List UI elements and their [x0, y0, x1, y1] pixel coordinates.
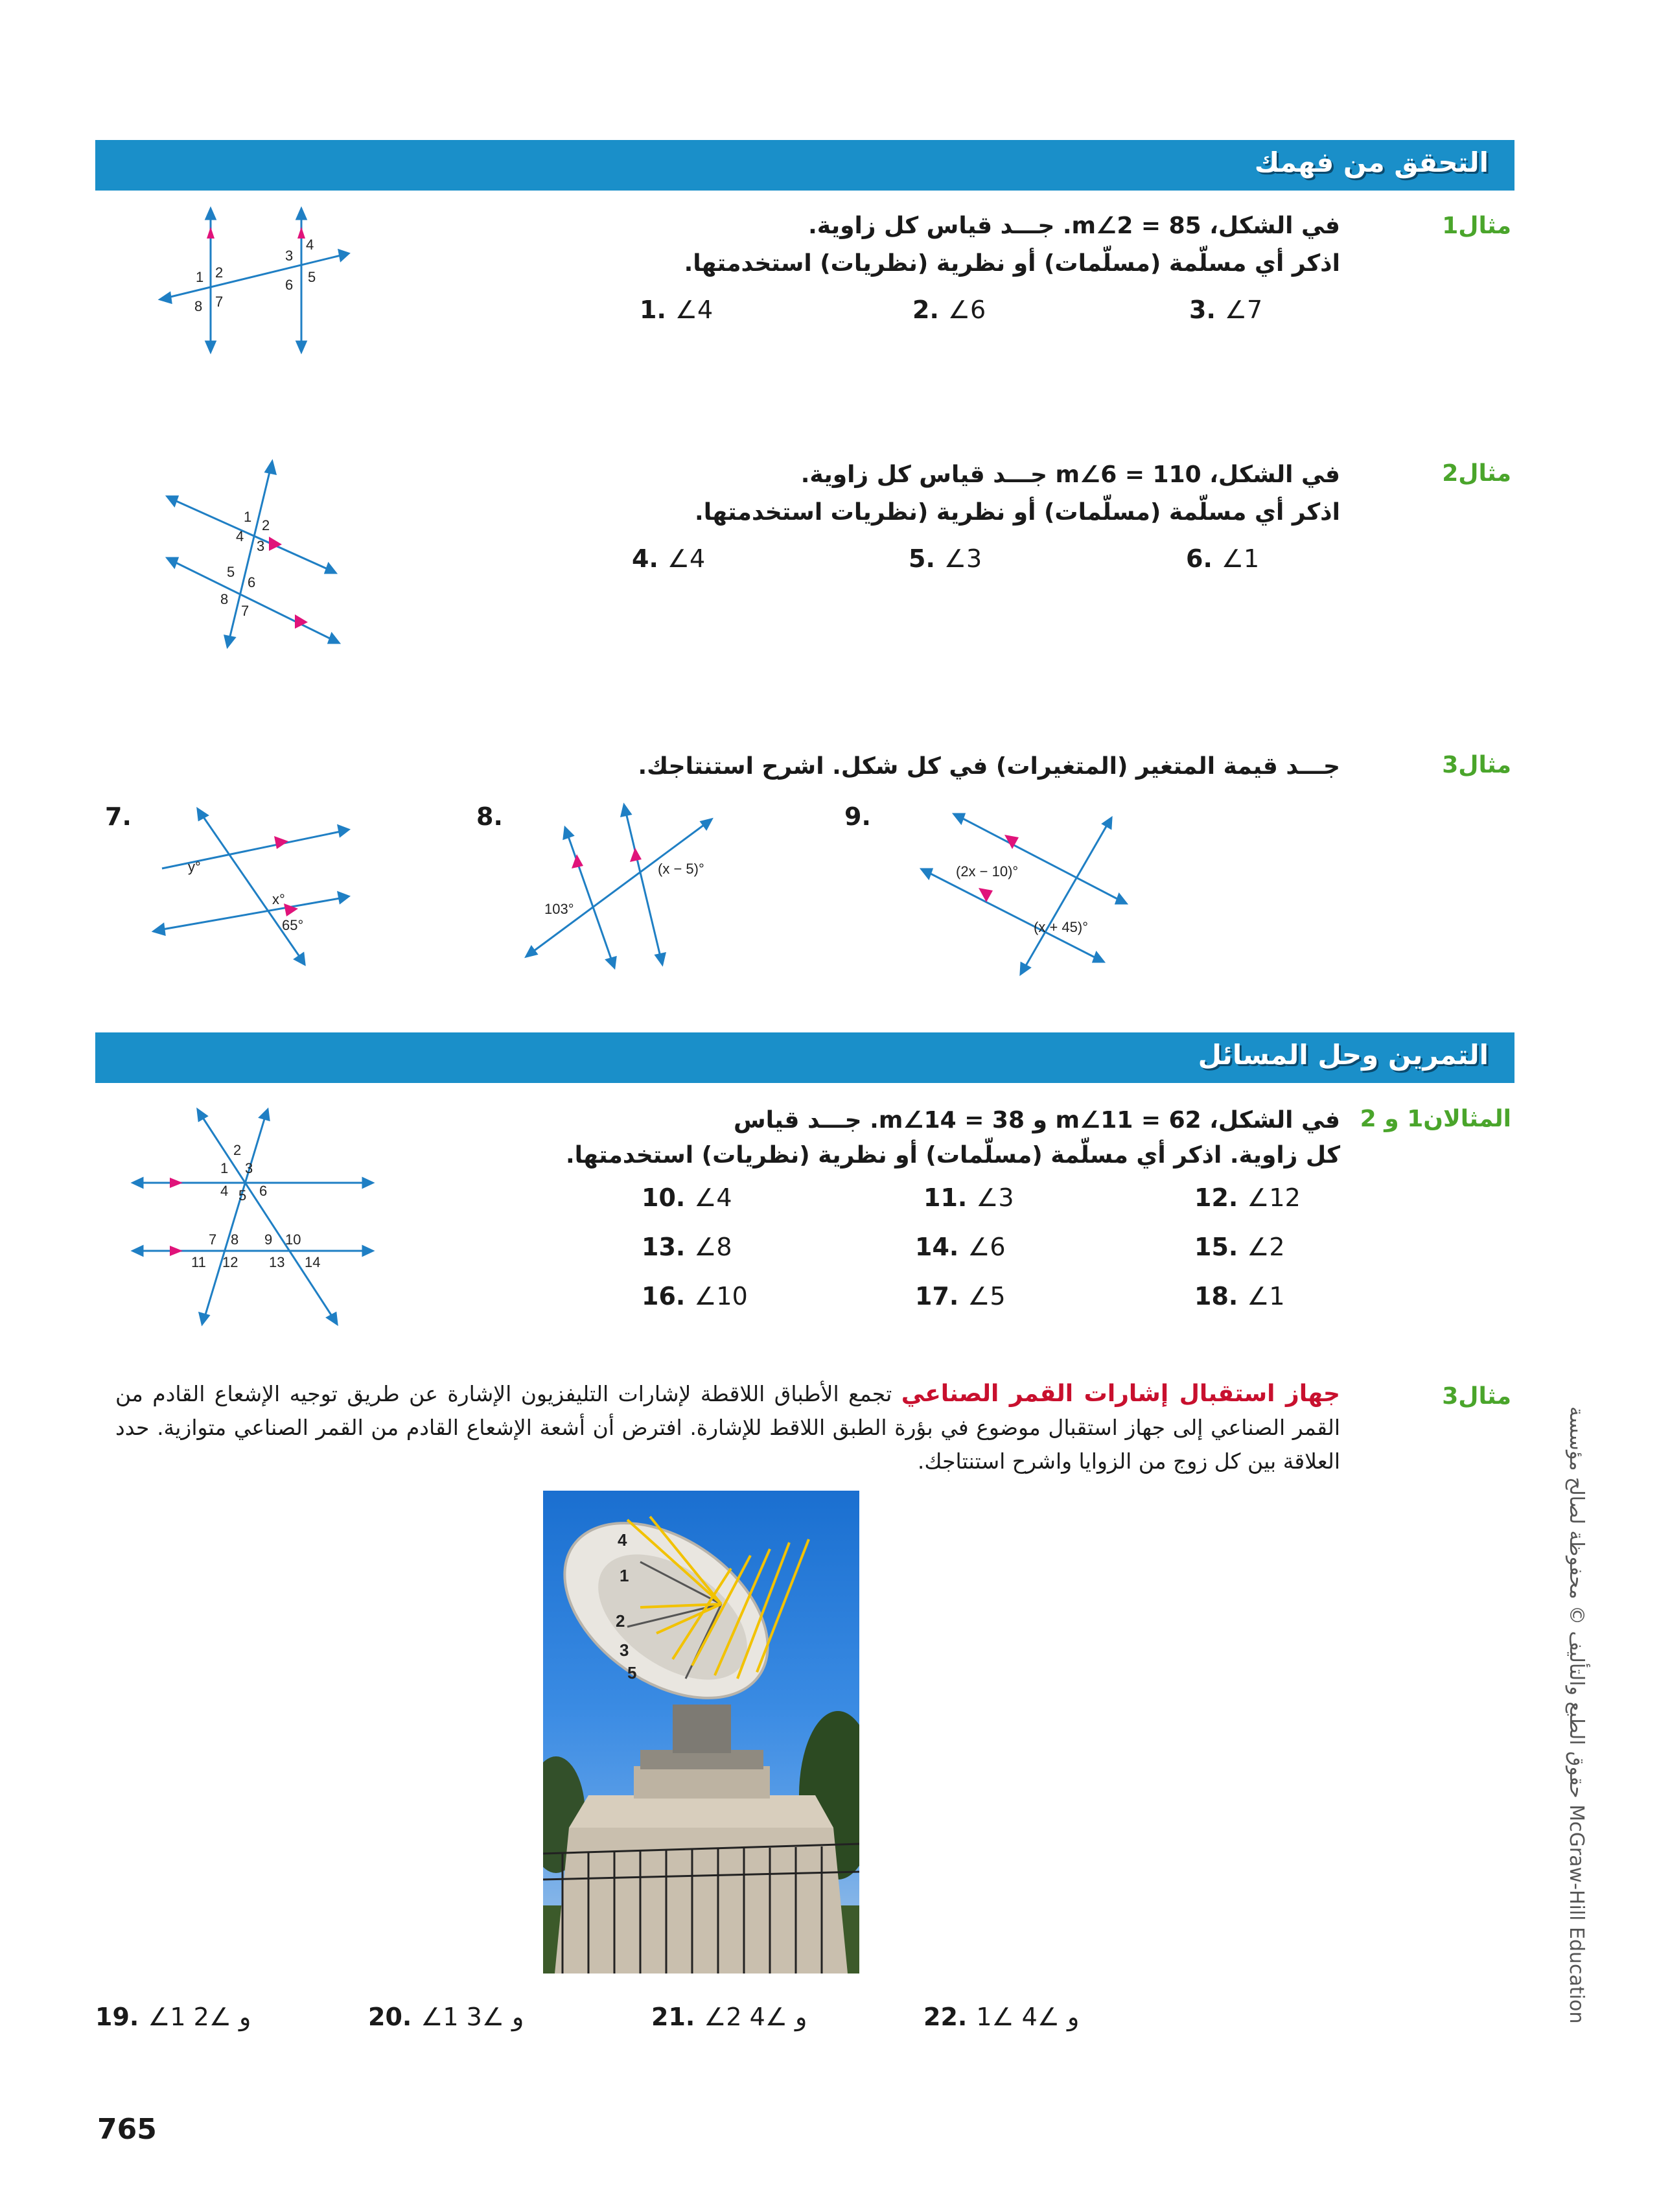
problem-keyword: جهاز استقبال إشارات القمر الصناعي — [901, 1380, 1340, 1407]
svg-text:7: 7 — [241, 603, 249, 619]
svg-text:7: 7 — [215, 294, 224, 310]
svg-text:5: 5 — [627, 1663, 637, 1682]
svg-text:2: 2 — [215, 264, 224, 281]
figure-ex4 — [130, 1102, 376, 1329]
svg-text:13: 13 — [269, 1254, 285, 1270]
svg-text:2: 2 — [233, 1142, 242, 1158]
exercise-item: 19. ∠1 و ∠2 — [95, 2003, 251, 2031]
svg-text:(x + 45)°: (x + 45)° — [1034, 919, 1088, 935]
svg-text:9: 9 — [264, 1231, 273, 1248]
satellite-dish-illustration — [543, 1491, 859, 1973]
svg-text:12: 12 — [222, 1254, 238, 1270]
svg-text:5: 5 — [238, 1187, 247, 1204]
exercise-item: 1. ∠4 — [640, 296, 713, 324]
figure-number: 9. — [844, 802, 871, 831]
svg-text:1: 1 — [244, 509, 252, 525]
exercise-item: 12. ∠12 — [1194, 1183, 1301, 1212]
exercise-item: 15. ∠2 — [1194, 1233, 1285, 1261]
exercise-item: 22. 1∠ و ∠4 — [923, 2003, 1080, 2031]
exercise-item: 5. ∠3 — [909, 544, 982, 573]
svg-text:1: 1 — [620, 1566, 629, 1585]
figure-8 — [518, 797, 732, 972]
svg-text:4: 4 — [618, 1530, 627, 1550]
svg-text:2: 2 — [616, 1611, 625, 1631]
exercise-item: 6. ∠1 — [1186, 544, 1260, 573]
svg-text:8: 8 — [194, 298, 203, 314]
svg-text:4: 4 — [306, 237, 314, 253]
svg-text:x°: x° — [272, 891, 285, 907]
figure-number: 7. — [105, 802, 132, 831]
svg-text:6: 6 — [259, 1183, 268, 1199]
svg-text:6: 6 — [285, 277, 294, 293]
exercise-item: 20. ∠1 و ∠3 — [368, 2003, 524, 2031]
figure-9 — [914, 804, 1141, 979]
exercise-item: 21. ∠2 و ∠4 — [651, 2003, 807, 2031]
section-header-practice — [95, 1032, 1514, 1083]
svg-text:11: 11 — [191, 1254, 206, 1270]
svg-text:y°: y° — [188, 859, 201, 875]
svg-text:8: 8 — [220, 591, 229, 607]
example-tag: مثال1 — [1442, 213, 1511, 239]
figure-7 — [149, 804, 356, 972]
instruction-line: جـــد قيمة المتغير (المتغيرات) في كل شكل. اشرح استنتاجك. — [638, 753, 1340, 780]
svg-text:4: 4 — [220, 1183, 229, 1199]
exercise-item: 17. ∠5 — [915, 1282, 1006, 1310]
svg-text:103°: 103° — [544, 901, 574, 917]
instruction-line: اذكر أي مسلّمة (مسلّمات) أو نظرية (نظريات استخدمتها. — [695, 499, 1340, 526]
svg-text:5: 5 — [308, 269, 316, 285]
copyright-vertical: حقوق الطبع والتأليف © محفوظة لصالح مؤسسة McGraw-Hill Education — [1565, 1406, 1588, 2024]
section-title: التحقق من فهمك — [1254, 146, 1489, 178]
figure-ex2 — [162, 454, 350, 655]
svg-text:14: 14 — [305, 1254, 321, 1270]
svg-text:6: 6 — [248, 574, 256, 590]
figure-ex1 — [156, 201, 356, 356]
svg-text:(2x − 10)°: (2x − 10)° — [956, 863, 1019, 879]
example-tag: مثال3 — [1442, 1383, 1511, 1410]
exercise-item: 10. ∠4 — [642, 1183, 732, 1212]
svg-text:10: 10 — [285, 1231, 301, 1248]
svg-text:2: 2 — [262, 517, 270, 533]
satellite-dish-photo — [543, 1491, 859, 1973]
svg-text:3: 3 — [285, 248, 294, 264]
svg-text:1: 1 — [196, 269, 204, 285]
instruction-line: اذكر أي مسلّمة (مسلّمات) أو نظرية (نظريات) استخدمتها. — [684, 250, 1340, 277]
svg-text:8: 8 — [231, 1231, 239, 1248]
svg-text:3: 3 — [620, 1640, 629, 1660]
svg-text:4: 4 — [236, 528, 244, 544]
figure-number: 8. — [476, 802, 503, 831]
problem-paragraph — [115, 1377, 1340, 1478]
exercise-item: 2. ∠6 — [912, 296, 986, 324]
svg-text:(x − 5)°: (x − 5)° — [658, 861, 704, 877]
exercise-item: 14. ∠6 — [915, 1233, 1006, 1261]
svg-text:5: 5 — [227, 564, 235, 580]
instruction-line: في الشكل، m∠11 = 62 و m∠14 = 38. جـــد قياس — [733, 1107, 1340, 1134]
exercise-item: 11. ∠3 — [923, 1183, 1014, 1212]
exercise-item: 4. ∠4 — [632, 544, 706, 573]
svg-text:7: 7 — [209, 1231, 217, 1248]
page-number: 765 — [97, 2113, 157, 2146]
example-tag: مثال2 — [1442, 460, 1511, 487]
section-header-check — [95, 140, 1514, 191]
instruction-line: في الشكل، m∠6 = 110 جـــد قياس كل زاوية. — [800, 461, 1340, 488]
exercise-item: 3. ∠7 — [1189, 296, 1263, 324]
exercise-item: 18. ∠1 — [1194, 1282, 1285, 1310]
example-tag: المثالان1 و 2 — [1360, 1106, 1511, 1132]
example-tag: مثال3 — [1442, 752, 1511, 778]
svg-text:1: 1 — [220, 1160, 229, 1176]
problem-text: تجمع الأطباق اللاقطة لإشارات التليفزيون الإشارة عن طريق توجيه الإشعاع القادم من القمر الصناعي إلى جهاز استقبال موضوع في بؤرة الطبق اللاقط للإشارة. افترض أن أشعة الإشعاع القادم من القمر الصناعي متوازية. حدد العلاقة بين كل زوج من الزوايا واشرح استنتاجك. — [115, 1381, 1340, 1474]
exercise-item: 16. ∠10 — [642, 1282, 748, 1310]
instruction-line: في الشكل، m∠2 = 85. جـــد قياس كل زاوية. — [808, 213, 1340, 239]
exercise-item: 13. ∠8 — [642, 1233, 732, 1261]
section-title: التمرين وحل المسائل — [1198, 1039, 1489, 1071]
svg-text:3: 3 — [257, 538, 265, 554]
svg-text:3: 3 — [245, 1160, 253, 1176]
instruction-line: كل زاوية. اذكر أي مسلّمة (مسلّمات) أو نظرية (نظريات) استخدمتها. — [565, 1142, 1340, 1169]
svg-text:65°: 65° — [282, 917, 304, 933]
